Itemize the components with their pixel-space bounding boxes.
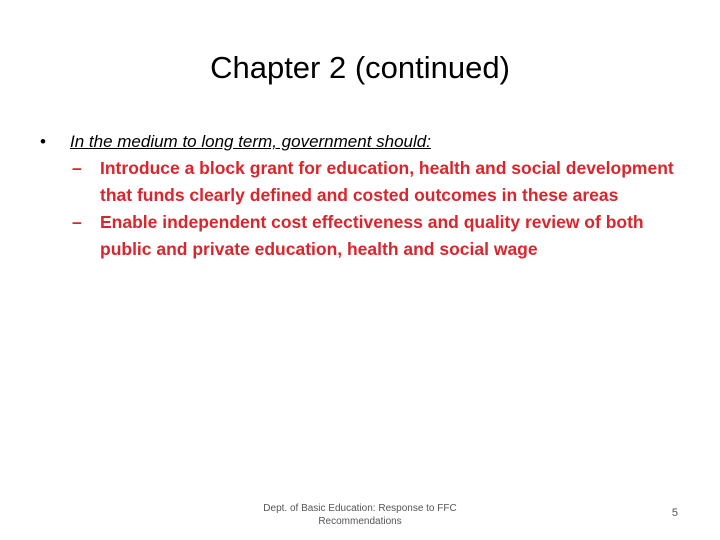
page-number: 5 [671, 507, 678, 519]
slide-content [36, 128, 686, 263]
sub-item-text: Introduce a block grant for education, health and social development that funds clearly defined and costed outcomes in these areas [100, 158, 674, 205]
footer-line-1: Dept. of Basic Education: Response to FFC [263, 503, 457, 514]
bullet-item [36, 128, 686, 155]
sub-item-text: Enable independent cost effectiveness and quality review of both public and private education, health and social wage [100, 212, 644, 259]
bullet-text: In the medium to long term, government should: [70, 132, 431, 151]
footer-line-2: Recommendations [318, 516, 402, 527]
slide-title: Chapter 2 (continued) [210, 50, 510, 85]
slide-footer [230, 502, 490, 528]
dash-icon: – [72, 212, 82, 232]
sub-item-cost-review [36, 209, 686, 263]
bullet-icon: • [40, 132, 46, 151]
dash-icon: – [72, 158, 82, 178]
sub-item-block-grant [36, 155, 686, 209]
